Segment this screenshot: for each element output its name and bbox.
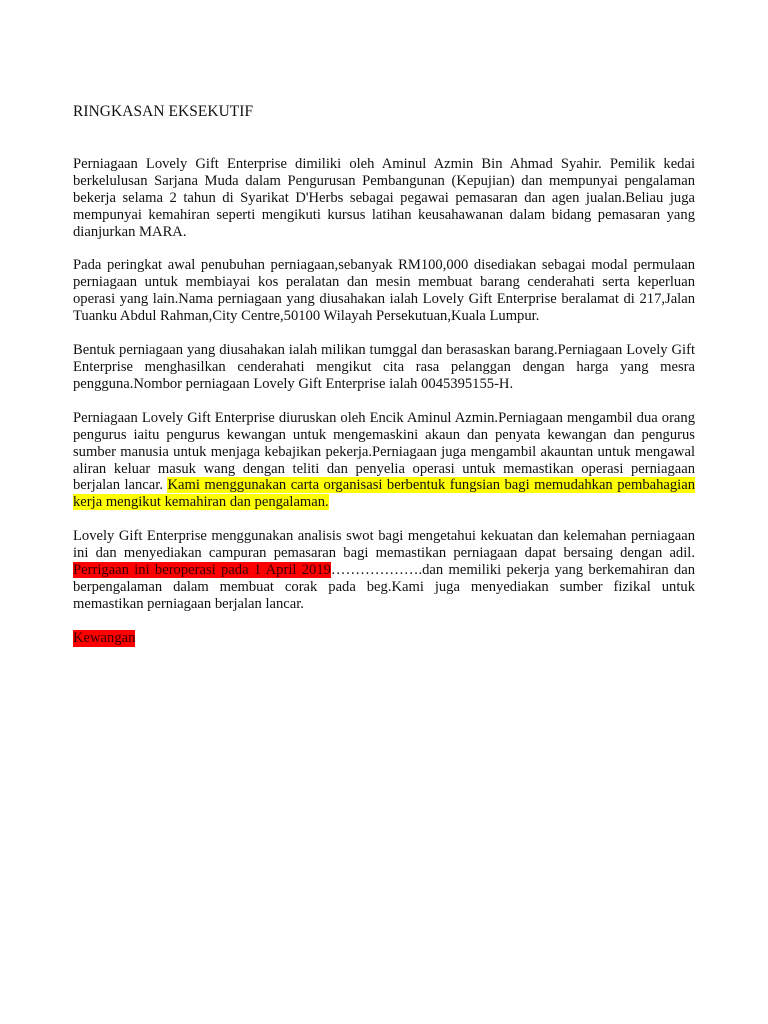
highlighted-operation-date: Perrigaan ini beroperasi pada 1 April 2019 xyxy=(73,562,331,579)
paragraph-owner: Perniagaan Lovely Gift Enterprise dimiliki oleh Aminul Azmin Bin Ahmad Syahir. Pemilik kedai berkelulusan Sarjana Muda dalam Pengurusan Pembangunan (Kepujian) dan mempunyai pengalaman bekerja selama 2 tahun di Syarikat D'Herbs sebagai pegawai pemasaran dan agen jualan.Beliau juga mempunyai kemahiran seperti mengikuti kursus latihan keusahawanan dalam bidang pemasaran yang dianjurkan MARA. xyxy=(73,155,695,240)
paragraph-swot xyxy=(73,528,695,613)
highlighted-org-chart-text: Kami menggunakan carta organisasi berbentuk fungsian bagi memudahkan pembahagian kerja mengikut kemahiran dan pengalaman. xyxy=(73,477,696,511)
paragraph-management xyxy=(73,410,695,511)
section-label-kewangan: Kewangan xyxy=(73,629,136,646)
swot-text-continued: ……………….dan memiliki pekerja yang berkemahiran dan berpengalaman dalam membuat corak pada beg.Kami juga menyediakan sumber fizikal untuk memastikan perniagaan berjalan lancar. xyxy=(73,562,695,612)
paragraph-business-type: Bentuk perniagaan yang diusahakan ialah milikan tumggal dan berasaskan barang.Perniagaan Lovely Gift Enterprise menghasilkan cenderahati mengikut cita rasa pelanggan dengan harga yang mesra pengguna.Nombor perniagaan Lovely Gift Enterprise ialah 0045395155-H. xyxy=(73,342,695,392)
management-text: Perniagaan Lovely Gift Enterprise diuruskan oleh Encik Aminul Azmin.Perniagaan mengambil dua orang pengurus iaitu pengurus kewangan untuk mengemaskini akaun dan penyata kewangan dan pengurus sumber manusia untuk menjaga kebajikan pekerja.Perniagaan juga mengambil akauntan untuk mengawal aliran keluar masuk wang dengan teliti dan penyelia operasi untuk memastikan operasi perniagaan berjalan lancar. xyxy=(73,409,695,494)
page-title: RINGKASAN EKSEKUTIF xyxy=(73,103,254,120)
paragraph-capital: Pada peringkat awal penubuhan perniagaan,sebanyak RM100,000 disediakan sebagai modal permulaan perniagaan untuk membiayai kos peralatan dan mesin membuat barang cenderahati serta keperluan operasi yang lain.Nama perniagaan yang diusahakan ialah Lovely Gift Enterprise beralamat di 217,Jalan Tuanku Abdul Rahman,City Centre,50100 Wilayah Persekutuan,Kuala Lumpur. xyxy=(73,257,695,325)
document-page xyxy=(73,0,695,647)
swot-text: Lovely Gift Enterprise menggunakan analisis swot bagi mengetahui kekuatan dan kelemahan perniagaan ini dan menyediakan campuran pemasaran bagi memastikan perniagaan dapat bersaing dengan adil. xyxy=(73,528,695,562)
